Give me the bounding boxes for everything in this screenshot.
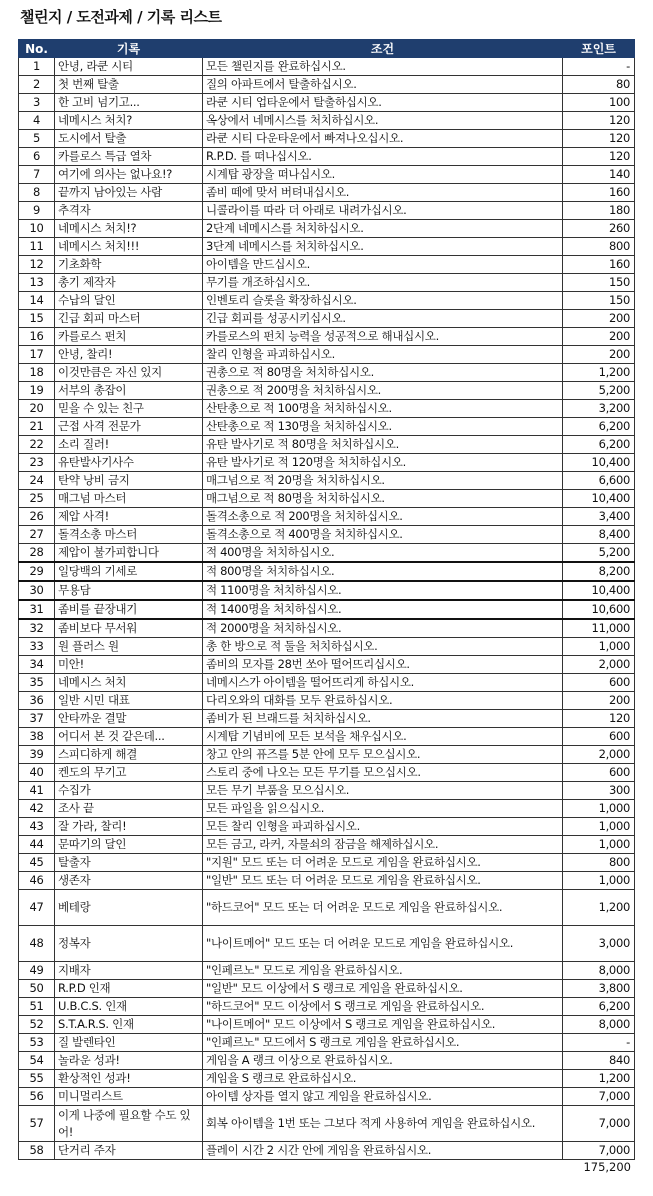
condition-text: 돌격소총으로 적 200명을 처치하십시오. [203,508,563,526]
table-row [19,1034,635,1052]
row-number: 37 [19,710,55,728]
points-value: 200 [563,692,635,710]
row-number: 43 [19,818,55,836]
points-value: 120 [563,130,635,148]
points-value: 1,000 [563,872,635,890]
condition-text: 질의 아파트에서 탈출하십시오. [203,76,563,94]
table-row [19,674,635,692]
condition-text: 적 2000명을 처치하십시오. [203,619,563,638]
record-name: 여기에 의사는 없나요!? [55,166,203,184]
points-value: 7,000 [563,1106,635,1142]
condition-text: 긴급 회피를 성공시키십시오. [203,310,563,328]
row-number: 44 [19,836,55,854]
record-name: 원 플러스 원 [55,638,203,656]
condition-text: 아이템을 만드십시오. [203,256,563,274]
points-value: 5,200 [563,544,635,563]
table-row [19,890,635,926]
points-value: 140 [563,166,635,184]
record-name: 긴급 회피 마스터 [55,310,203,328]
row-number: 8 [19,184,55,202]
condition-text: 모든 금고, 라커, 자물쇠의 잠금을 해제하십시오. [203,836,563,854]
record-name: 놀라운 성과! [55,1052,203,1070]
row-number: 51 [19,998,55,1016]
points-value: 200 [563,328,635,346]
row-number: 39 [19,746,55,764]
condition-text: 창고 안의 퓨즈를 5분 안에 모두 모으십시오. [203,746,563,764]
record-name: 끝까지 남아있는 사람 [55,184,203,202]
condition-text: 모든 찰리 인형을 파괴하십시오. [203,818,563,836]
condition-text: 무기를 개조하십시오. [203,274,563,292]
record-name: 좀비를 끝장내기 [55,600,203,619]
row-number: 20 [19,400,55,418]
points-value: 1,000 [563,836,635,854]
points-value: 3,400 [563,508,635,526]
points-value: 120 [563,710,635,728]
table-row [19,508,635,526]
points-value: 840 [563,1052,635,1070]
record-name: 탄약 낭비 금지 [55,472,203,490]
record-name: 안녕, 라쿤 시티 [55,58,203,76]
header-no: No. [19,40,55,58]
table-row [19,292,635,310]
condition-text: 2단계 네메시스를 처치하십시오. [203,220,563,238]
table-row [19,526,635,544]
record-name: 수집가 [55,782,203,800]
condition-text: "일반" 모드 이상에서 S 랭크로 게임을 완료하십시오. [203,980,563,998]
condition-text: 적 400명을 처치하십시오. [203,544,563,563]
record-name: 첫 번째 탈출 [55,76,203,94]
condition-text: 회복 아이템을 1번 또는 그보다 적게 사용하여 게임을 완료하십시오. [203,1106,563,1142]
record-name: 서부의 총잡이 [55,382,203,400]
row-number: 23 [19,454,55,472]
row-number: 10 [19,220,55,238]
points-value: 2,000 [563,746,635,764]
row-number: 9 [19,202,55,220]
row-number: 18 [19,364,55,382]
condition-text: 스토리 중에 나오는 모든 무기를 모으십시오. [203,764,563,782]
condition-text: 모든 파일을 읽으십시오. [203,800,563,818]
row-number: 52 [19,1016,55,1034]
condition-text: 시계탑 기념비에 모든 보석을 채우십시오. [203,728,563,746]
record-name: 무용담 [55,581,203,600]
record-name: 카를로스 펀치 [55,328,203,346]
points-value: 10,600 [563,600,635,619]
record-name: 소리 질러! [55,436,203,454]
points-value: - [563,1034,635,1052]
condition-text: 시계탑 광장을 떠나십시오. [203,166,563,184]
table-row [19,1070,635,1088]
table-row [19,364,635,382]
row-number: 21 [19,418,55,436]
condition-text: 카를로스의 펀치 능력을 성공적으로 해내십시오. [203,328,563,346]
condition-text: 매그넘으로 적 20명을 처치하십시오. [203,472,563,490]
header-condition: 조건 [203,40,563,58]
points-value: 150 [563,274,635,292]
points-value: 3,200 [563,400,635,418]
condition-text: 인벤토리 슬롯을 확장하십시오. [203,292,563,310]
condition-text: "나이트메어" 모드 이상에서 S 랭크로 게임을 완료하십시오. [203,1016,563,1034]
condition-text: 적 1400명을 처치하십시오. [203,600,563,619]
record-name: 돌격소총 마스터 [55,526,203,544]
points-value: 6,200 [563,436,635,454]
row-number: 25 [19,490,55,508]
points-value: 150 [563,292,635,310]
row-number: 22 [19,436,55,454]
table-row [19,1142,635,1160]
condition-text: 총 한 방으로 적 둘을 처치하십시오. [203,638,563,656]
condition-text: 니콜라이를 따라 더 아래로 내려가십시오. [203,202,563,220]
points-value: 6,200 [563,418,635,436]
row-number: 3 [19,94,55,112]
record-name: 제압이 불가피합니다 [55,544,203,563]
points-value: 600 [563,728,635,746]
table-row [19,382,635,400]
condition-text: 적 800명을 처치하십시오. [203,562,563,581]
table-row [19,854,635,872]
table-row [19,544,635,563]
points-value: 1,200 [563,364,635,382]
table-row [19,472,635,490]
table-row [19,962,635,980]
row-number: 30 [19,581,55,600]
row-number: 38 [19,728,55,746]
points-value: 3,000 [563,926,635,962]
record-name: 미안! [55,656,203,674]
table-row [19,238,635,256]
row-number: 48 [19,926,55,962]
table-row [19,454,635,472]
record-name: 매그넘 마스터 [55,490,203,508]
table-row [19,656,635,674]
condition-text: 게임을 S 랭크로 완료하십시오. [203,1070,563,1088]
record-name: U.B.C.S. 인재 [55,998,203,1016]
record-name: 베테랑 [55,890,203,926]
row-number: 49 [19,962,55,980]
record-name: 잘 가라, 찰리! [55,818,203,836]
row-number: 6 [19,148,55,166]
row-number: 45 [19,854,55,872]
points-value: 10,400 [563,581,635,600]
table-row [19,1052,635,1070]
page-title: 챌린지 / 도전과제 / 기록 리스트 [20,8,222,26]
table-row [19,202,635,220]
points-value: 800 [563,238,635,256]
row-number: 5 [19,130,55,148]
points-value: 10,400 [563,454,635,472]
points-value: 11,000 [563,619,635,638]
table-row [19,619,635,638]
record-name: 한 고비 넘기고... [55,94,203,112]
points-value: 1,000 [563,818,635,836]
record-name: 이게 나중에 필요할 수도 있어! [55,1106,203,1142]
row-number: 13 [19,274,55,292]
table-row [19,418,635,436]
condition-text: 플레이 시간 2 시간 안에 게임을 완료하십시오. [203,1142,563,1160]
record-name: 제압 사격! [55,508,203,526]
condition-text: "인페르노" 모드에서 S 랭크로 게임을 완료하십시오. [203,1034,563,1052]
points-value: 3,800 [563,980,635,998]
record-name: 정복자 [55,926,203,962]
points-value: 6,200 [563,998,635,1016]
points-value: 600 [563,674,635,692]
condition-text: 좀비가 된 브래드를 처치하십시오. [203,710,563,728]
record-name: 환상적인 성과! [55,1070,203,1088]
table-row [19,400,635,418]
condition-text: 라쿤 시티 업타운에서 탈출하십시오. [203,94,563,112]
record-name: S.T.A.R.S. 인재 [55,1016,203,1034]
row-number: 55 [19,1070,55,1088]
points-value: 1,200 [563,890,635,926]
row-number: 2 [19,76,55,94]
row-number: 41 [19,782,55,800]
row-number: 40 [19,764,55,782]
condition-text: 유탄 발사기로 적 80명을 처치하십시오. [203,436,563,454]
condition-text: 옥상에서 네메시스를 처치하십시오. [203,112,563,130]
row-number: 19 [19,382,55,400]
table-row [19,728,635,746]
condition-text: 산탄총으로 적 130명을 처치하십시오. [203,418,563,436]
condition-text: 3단계 네메시스를 처치하십시오. [203,238,563,256]
condition-text: 아이템 상자를 열지 않고 게임을 완료하십시오. [203,1088,563,1106]
row-number: 50 [19,980,55,998]
points-value: 8,400 [563,526,635,544]
table-row [19,638,635,656]
points-value: 8,200 [563,562,635,581]
points-value: 600 [563,764,635,782]
table-row [19,94,635,112]
points-value: 1,200 [563,1070,635,1088]
table-row [19,1106,635,1142]
points-value: 8,000 [563,962,635,980]
table-row [19,184,635,202]
points-value: 100 [563,94,635,112]
record-name: 안타까운 결말 [55,710,203,728]
points-value: 160 [563,256,635,274]
condition-text: R.P.D. 를 떠나십시오. [203,148,563,166]
table-row [19,490,635,508]
condition-text: 게임을 A 랭크 이상으로 완료하십시오. [203,1052,563,1070]
record-name: 질 발렌타인 [55,1034,203,1052]
record-name: 탈출자 [55,854,203,872]
condition-text: 좀비의 모자를 28번 쏘아 떨어뜨리십시오. [203,656,563,674]
record-name: 유탄발사기사수 [55,454,203,472]
table-row [19,1016,635,1034]
header-record: 기록 [55,40,203,58]
table-row [19,562,635,581]
record-name: 기초화학 [55,256,203,274]
row-number: 26 [19,508,55,526]
row-number: 31 [19,600,55,619]
row-number: 36 [19,692,55,710]
table-row [19,112,635,130]
table-row [19,328,635,346]
table-row [19,310,635,328]
row-number: 54 [19,1052,55,1070]
table-row [19,166,635,184]
points-value: 7,000 [563,1088,635,1106]
record-name: 네메시스 처치!? [55,220,203,238]
record-name: 어디서 본 것 같은데... [55,728,203,746]
points-total: 175,200 [583,1160,631,1174]
table-row [19,746,635,764]
record-name: 지배자 [55,962,203,980]
record-name: 안녕, 찰리! [55,346,203,364]
record-name: 수납의 달인 [55,292,203,310]
table-row [19,980,635,998]
table-row [19,436,635,454]
row-number: 27 [19,526,55,544]
row-number: 16 [19,328,55,346]
row-number: 11 [19,238,55,256]
table-row [19,600,635,619]
condition-text: 모든 무기 부품을 모으십시오. [203,782,563,800]
condition-text: 다리오와의 대화를 모두 완료하십시오. [203,692,563,710]
points-value: 180 [563,202,635,220]
row-number: 29 [19,562,55,581]
record-name: 믿을 수 있는 친구 [55,400,203,418]
table-row [19,58,635,76]
row-number: 46 [19,872,55,890]
record-name: 네메시스 처치? [55,112,203,130]
points-value: 10,400 [563,490,635,508]
condition-text: "하드코어" 모드 이상에서 S 랭크로 게임을 완료하십시오. [203,998,563,1016]
row-number: 33 [19,638,55,656]
points-value: - [563,58,635,76]
points-value: 80 [563,76,635,94]
points-value: 7,000 [563,1142,635,1160]
record-name: 근접 사격 전문가 [55,418,203,436]
row-number: 53 [19,1034,55,1052]
condition-text: "나이트메어" 모드 또는 더 어려운 모드로 게임을 완료하십시오. [203,926,563,962]
record-name: 스피디하게 해결 [55,746,203,764]
table-body [19,58,635,1160]
table-row [19,998,635,1016]
record-name: 네메시스 처치 [55,674,203,692]
table-row [19,926,635,962]
table-row [19,76,635,94]
table-row [19,836,635,854]
condition-text: 좀비 떼에 맞서 버텨내십시오. [203,184,563,202]
record-name: 생존자 [55,872,203,890]
record-name: 총기 제작자 [55,274,203,292]
condition-text: 모든 챌린지를 완료하십시오. [203,58,563,76]
record-name: 조사 끝 [55,800,203,818]
challenge-table [18,39,635,1160]
table-row [19,800,635,818]
condition-text: "일반" 모드 또는 더 어려운 모드로 게임을 완료하십시오. [203,872,563,890]
record-name: 문따기의 달인 [55,836,203,854]
table-row [19,148,635,166]
table-row [19,256,635,274]
record-name: 일반 시민 대표 [55,692,203,710]
table-row [19,581,635,600]
points-value: 120 [563,148,635,166]
points-value: 120 [563,112,635,130]
row-number: 35 [19,674,55,692]
table-row [19,274,635,292]
points-value: 8,000 [563,1016,635,1034]
points-value: 800 [563,854,635,872]
points-value: 300 [563,782,635,800]
condition-text: 유탄 발사기로 적 120명을 처치하십시오. [203,454,563,472]
condition-text: 돌격소총으로 적 400명을 처치하십시오. [203,526,563,544]
record-name: R.P.D 인재 [55,980,203,998]
record-name: 추격자 [55,202,203,220]
table-row [19,818,635,836]
row-number: 58 [19,1142,55,1160]
record-name: 카를로스 특급 열차 [55,148,203,166]
row-number: 1 [19,58,55,76]
table-row [19,1088,635,1106]
table-row [19,692,635,710]
row-number: 57 [19,1106,55,1142]
condition-text: 찰리 인형을 파괴하십시오. [203,346,563,364]
condition-text: 권총으로 적 200명을 처치하십시오. [203,382,563,400]
table-row [19,130,635,148]
record-name: 이것만큼은 자신 있지 [55,364,203,382]
points-value: 200 [563,346,635,364]
row-number: 4 [19,112,55,130]
condition-text: "지원" 모드 또는 더 어려운 모드로 게임을 완료하십시오. [203,854,563,872]
record-name: 도시에서 탈출 [55,130,203,148]
points-value: 200 [563,310,635,328]
record-name: 좀비보다 무서워 [55,619,203,638]
row-number: 7 [19,166,55,184]
row-number: 12 [19,256,55,274]
record-name: 켄도의 무기고 [55,764,203,782]
condition-text: 적 1100명을 처치하십시오. [203,581,563,600]
points-value: 2,000 [563,656,635,674]
record-name: 네메시스 처치!!! [55,238,203,256]
table-row [19,872,635,890]
condition-text: 산탄총으로 적 100명을 처치하십시오. [203,400,563,418]
points-value: 1,000 [563,638,635,656]
points-value: 160 [563,184,635,202]
points-value: 260 [563,220,635,238]
row-number: 28 [19,544,55,563]
row-number: 24 [19,472,55,490]
row-number: 56 [19,1088,55,1106]
table-row [19,220,635,238]
table-row [19,346,635,364]
row-number: 14 [19,292,55,310]
record-name: 미니멀리스트 [55,1088,203,1106]
row-number: 34 [19,656,55,674]
record-name: 일당백의 기세로 [55,562,203,581]
row-number: 42 [19,800,55,818]
condition-text: 라쿤 시티 다운타운에서 빠져나오십시오. [203,130,563,148]
row-number: 15 [19,310,55,328]
condition-text: "하드코어" 모드 또는 더 어려운 모드로 게임을 완료하십시오. [203,890,563,926]
row-number: 17 [19,346,55,364]
condition-text: 매그넘으로 적 80명을 처치하십시오. [203,490,563,508]
points-value: 5,200 [563,382,635,400]
row-number: 32 [19,619,55,638]
condition-text: 권총으로 적 80명을 처치하십시오. [203,364,563,382]
table-row [19,764,635,782]
points-value: 6,600 [563,472,635,490]
row-number: 47 [19,890,55,926]
header-points: 포인트 [563,40,635,58]
table-row [19,782,635,800]
condition-text: 네메시스가 아이템을 떨어뜨리게 하십시오. [203,674,563,692]
table-row [19,710,635,728]
table-header-row [19,40,635,58]
record-name: 단거리 주자 [55,1142,203,1160]
points-value: 1,000 [563,800,635,818]
condition-text: "인페르노" 모드로 게임을 완료하십시오. [203,962,563,980]
